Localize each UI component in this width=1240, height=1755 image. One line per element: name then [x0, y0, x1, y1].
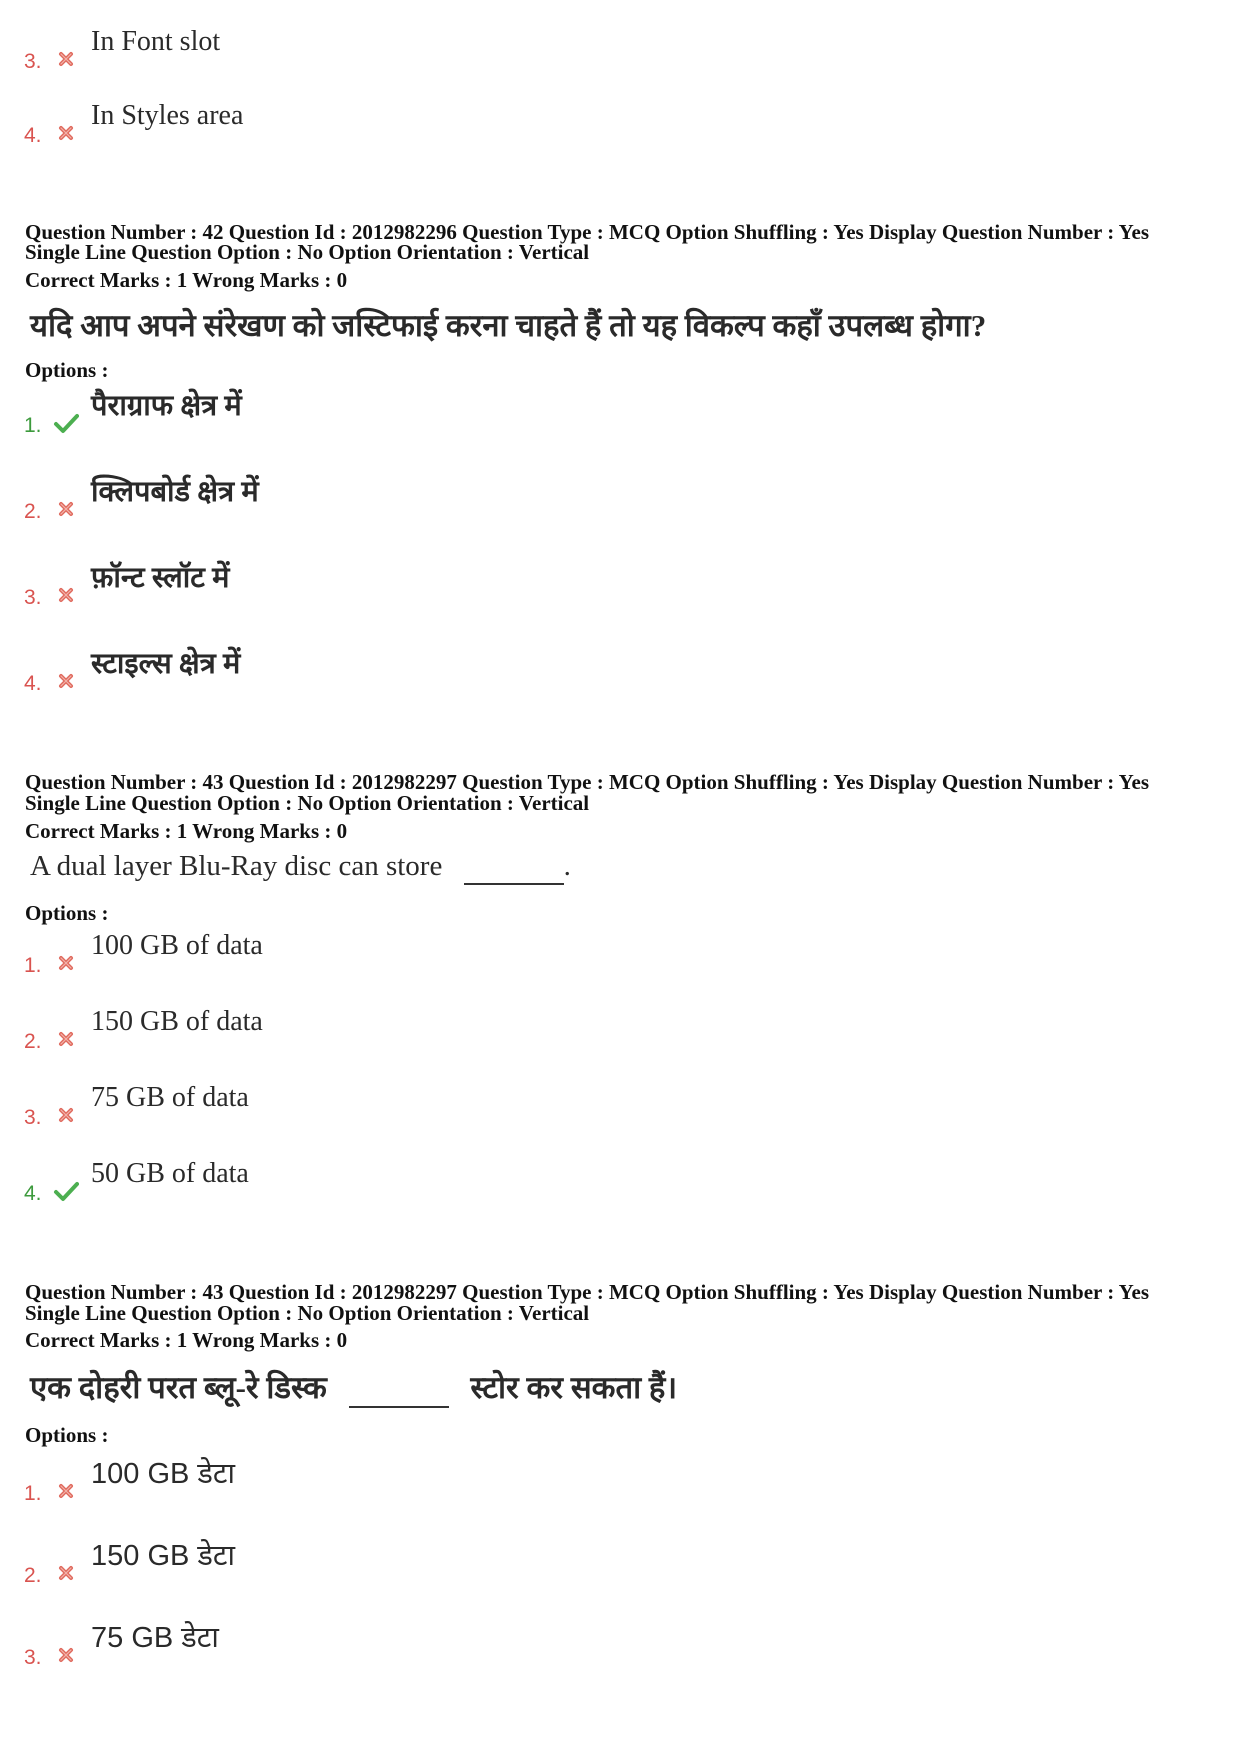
option-number: 2.: [24, 1030, 42, 1053]
question-meta-line: Single Line Question Option : No Option Orientation : Vertical: [25, 1301, 590, 1325]
question-marks: Correct Marks : 1 Wrong Marks : 0: [25, 1328, 348, 1352]
option-text: 150 GB of data: [91, 1006, 263, 1037]
option-number: 3.: [24, 586, 42, 609]
question-text-before: एक दोहरी परत ब्लू-रे डिस्क: [30, 1370, 327, 1405]
option-text: स्टाइल्स क्षेत्र में: [91, 648, 241, 680]
option-number: 4.: [24, 124, 42, 147]
option-text: पैराग्राफ क्षेत्र में: [91, 390, 242, 422]
check-icon: [53, 412, 79, 434]
question-text: [30, 850, 571, 885]
cross-icon: [53, 1562, 79, 1584]
option-number: 4.: [24, 1182, 42, 1205]
option-row: [0, 26, 700, 76]
question-meta-line: Question Number : 43 Question Id : 2012982297 Question Type : MCQ Option Shuffling : Yes Display Question Number : Yes: [25, 1280, 1150, 1304]
option-row: [0, 390, 700, 440]
option-row: [0, 930, 700, 980]
option-text: 50 GB of data: [91, 1158, 249, 1189]
question-text: [30, 1366, 677, 1408]
option-number: 4.: [24, 672, 42, 695]
option-row: [0, 1006, 700, 1056]
option-row: [0, 1082, 700, 1132]
cross-icon: [53, 670, 79, 692]
option-text: 100 GB of data: [91, 930, 263, 961]
option-row: [0, 648, 700, 698]
option-text: In Font slot: [91, 26, 221, 57]
option-number: 1.: [24, 954, 42, 977]
option-row: [0, 562, 700, 612]
question-meta-line: Single Line Question Option : No Option Orientation : Vertical: [25, 791, 590, 815]
question-meta-line: Single Line Question Option : No Option Orientation : Vertical: [25, 240, 590, 264]
option-text: In Styles area: [91, 100, 244, 131]
option-number: 2.: [24, 1564, 42, 1587]
cross-icon: [53, 1644, 79, 1666]
option-number: 2.: [24, 500, 42, 523]
question-text: यदि आप अपने संरेखण को जस्टिफाई करना चाहते हैं तो यह विकल्प कहाँ उपलब्ध होगा?: [30, 308, 987, 343]
option-text: 75 GB डेटा: [91, 1622, 219, 1654]
question-meta-line: Question Number : 42 Question Id : 2012982296 Question Type : MCQ Option Shuffling : Yes Display Question Number : Yes: [25, 220, 1150, 244]
options-label: Options :: [25, 358, 109, 382]
option-row: [0, 476, 700, 526]
option-text: 100 GB डेटा: [91, 1458, 236, 1490]
cross-icon: [53, 1104, 79, 1126]
answer-blank: [349, 1370, 449, 1408]
cross-icon: [53, 48, 79, 70]
check-icon: [53, 1180, 79, 1202]
option-text: क्लिपबोर्ड क्षेत्र में: [91, 476, 259, 508]
option-number: 1.: [24, 1482, 42, 1505]
option-row: [0, 1158, 700, 1208]
cross-icon: [53, 1028, 79, 1050]
option-text: 150 GB डेटा: [91, 1540, 236, 1572]
cross-icon: [53, 122, 79, 144]
option-row: [0, 1458, 700, 1508]
options-label: Options :: [25, 1423, 109, 1447]
option-number: 3.: [24, 1106, 42, 1129]
option-row: [0, 1540, 700, 1590]
answer-blank: [464, 850, 564, 885]
cross-icon: [53, 498, 79, 520]
option-row: [0, 100, 700, 150]
option-text: 75 GB of data: [91, 1082, 249, 1113]
option-text: फ़ॉन्ट स्लॉट में: [91, 562, 230, 594]
option-number: 1.: [24, 414, 42, 437]
question-marks: Correct Marks : 1 Wrong Marks : 0: [25, 268, 348, 292]
question-text-before: A dual layer Blu-Ray disc can store: [30, 850, 443, 882]
option-row: [0, 1622, 700, 1672]
question-text-after: स्टोर कर सकता हैं।: [470, 1370, 678, 1405]
question-text-after: .: [563, 850, 571, 882]
options-label: Options :: [25, 901, 109, 925]
question-meta-line: Question Number : 43 Question Id : 2012982297 Question Type : MCQ Option Shuffling : Yes Display Question Number : Yes: [25, 770, 1150, 794]
question-marks: Correct Marks : 1 Wrong Marks : 0: [25, 819, 348, 843]
cross-icon: [53, 952, 79, 974]
cross-icon: [53, 1480, 79, 1502]
cross-icon: [53, 584, 79, 606]
option-number: 3.: [24, 50, 42, 73]
option-number: 3.: [24, 1646, 42, 1669]
